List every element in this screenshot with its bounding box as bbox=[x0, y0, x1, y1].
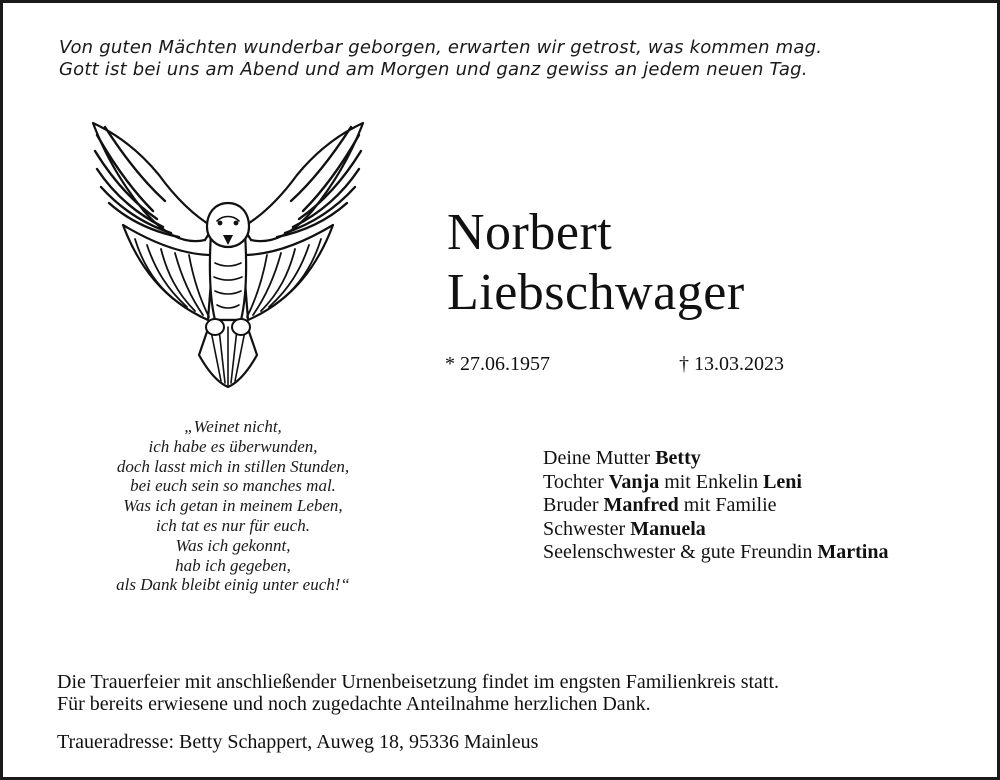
poem-line: hab ich gegeben, bbox=[175, 555, 291, 575]
mourner-relation: Bruder bbox=[543, 494, 604, 516]
funeral-info bbox=[57, 671, 779, 715]
mourner-relation: Deine Mutter bbox=[543, 447, 656, 469]
mourner-line bbox=[543, 518, 888, 542]
funeral-info-line-2: Für bereits erwiesene und noch zugedachte Anteilnahme herzlichen Dank. bbox=[57, 693, 651, 715]
mourners-list bbox=[543, 447, 888, 565]
poem-line: Was ich getan in meinem Leben, bbox=[123, 496, 343, 516]
deceased-last-name: Liebschwager bbox=[447, 264, 745, 321]
mourner-line bbox=[543, 447, 888, 471]
mourner-name: Manuela bbox=[630, 517, 706, 540]
deceased-first-name: Norbert bbox=[447, 204, 613, 261]
motto-quote bbox=[59, 37, 959, 81]
mourner-name: Vanja bbox=[608, 470, 660, 493]
poem-line: ich habe es überwunden, bbox=[148, 436, 318, 456]
mourner-line bbox=[543, 494, 888, 518]
motto-line-1: Von guten Mächten wunderbar geborgen, erwarten wir getrost, was kommen mag. bbox=[59, 37, 823, 58]
poem-line: „Weinet nicht, bbox=[184, 417, 282, 436]
mourner-relation: Schwester bbox=[543, 517, 631, 540]
birth-date: * 27.06.1957 bbox=[445, 353, 550, 375]
poem-line: als Dank bleibt einig unter euch!“ bbox=[116, 575, 350, 595]
mourner-name: Leni bbox=[763, 470, 802, 493]
poem-line: doch lasst mich in stillen Stunden, bbox=[116, 456, 350, 476]
motto-line-2: Gott ist bei uns am Abend und am Morgen und ganz gewiss an jedem neuen Tag. bbox=[59, 59, 808, 80]
mourner-relation: Seelenschwester & gute Freundin bbox=[543, 541, 818, 563]
death-date: † 13.03.2023 bbox=[679, 353, 784, 375]
mourner-line bbox=[543, 471, 888, 495]
mourner-relation: mit Familie bbox=[678, 494, 777, 516]
funeral-info-line-1: Die Trauerfeier mit anschließender Urnenbeisetzung findet im engsten Familienkreis statt. bbox=[57, 671, 780, 693]
eagle-icon bbox=[83, 115, 373, 390]
poem-line: ich tat es nur für euch. bbox=[156, 515, 310, 535]
mourner-name: Manfred bbox=[603, 494, 679, 516]
mourner-name: Martina bbox=[817, 541, 889, 563]
poem-line: Was ich gekonnt, bbox=[175, 535, 291, 555]
mourning-address: Traueradresse: Betty Schappert, Auweg 18, 95336 Mainleus bbox=[57, 731, 539, 753]
poem-line: bei euch sein so manches mal. bbox=[130, 476, 336, 496]
mourner-line bbox=[543, 541, 888, 565]
mourner-relation: mit Enkelin bbox=[659, 470, 764, 493]
poem bbox=[63, 417, 403, 595]
deceased-name bbox=[447, 203, 745, 323]
mourner-relation: Tochter bbox=[543, 470, 609, 493]
mourner-name: Betty bbox=[655, 447, 701, 469]
